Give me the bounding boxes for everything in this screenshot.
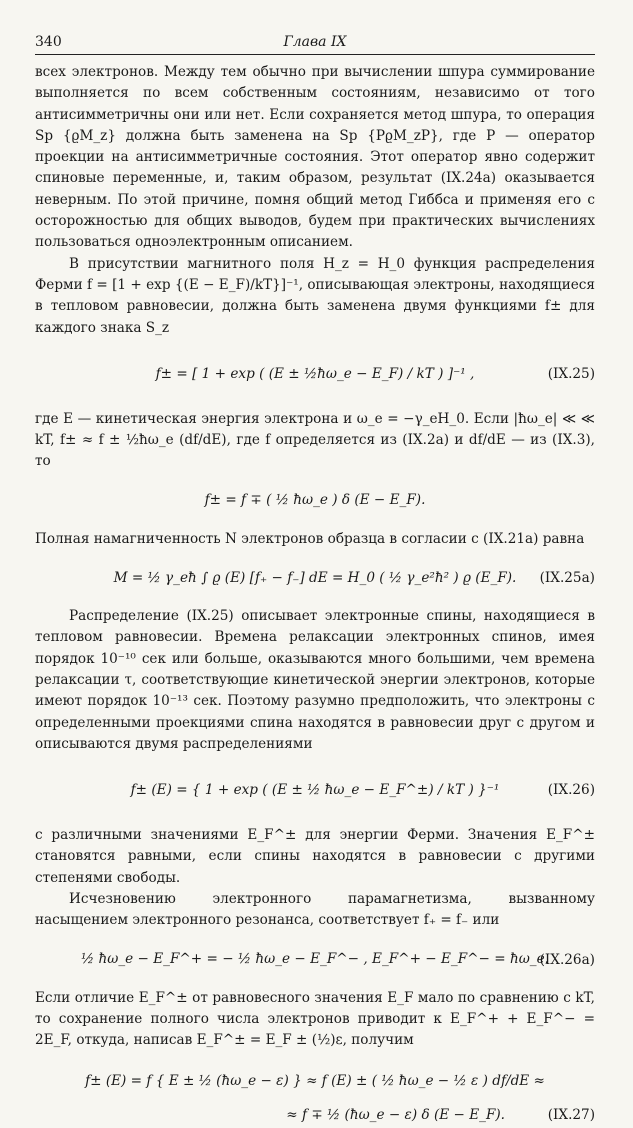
paragraph: Исчезновению электронного парамагнетизма, вызванному насыщением электронного резонанса, соответствует f₊ = f₋ или	[35, 891, 595, 929]
paragraph: Распределение (IX.25) описывает электронные спины, находящиеся в тепловом равновесии. Времена релаксации электронных спинов, имея порядок 10⁻¹⁰ сек или больше, оказываются много большими, чем времена релаксации τ, соответствующие кинетической энергии электронов, которые имеют порядок 10⁻¹³ сек. Поэтому разумно предположить, что электроны с определенными проекциями спина находятся в равновесии друг с другом и описываются двумя распределениями	[35, 608, 595, 752]
paragraph: всех электронов. Между тем обычно при вычислении шпура суммирование выполняется по всем собственным состояниям, независимо от того антисимметричны они или нет. Если сохраняется метод шпура, то операция Sp {ϱM_z} должна быть заменена на Sp {PϱM_zP}, где P — оператор проекции на антисимметричные состояния. Этот оператор явно содержит спиновые переменные, и, таким образом, результат (IX.24a) оказывается неверным. По этой причине, помня общий метод Гиббса и применяя его с осторожностью для общих выводов, будем при практических вычислениях пользоваться одноэлектронным описанием.	[35, 64, 595, 251]
equation-unnumbered	[35, 481, 595, 521]
equation-ix-26	[35, 763, 595, 817]
equation-ix-25	[35, 347, 595, 401]
equation-label: (IX.26)	[547, 782, 595, 799]
paragraph: Полная намагниченность N электронов образца в согласии с (IX.21a) равна	[35, 530, 585, 547]
page-header	[35, 30, 595, 55]
equation-ix-27	[35, 1060, 595, 1128]
equation-expression: ≈ f ∓ ½ (ħω_e − ε) δ (E − E_F).	[286, 1106, 505, 1123]
equation-ix-26a	[35, 940, 595, 980]
chapter-title: Глава IX	[283, 34, 347, 50]
equation-expression: f± = [ 1 + exp ( (E ± ½ħω_e − E_F) / kT ) ]⁻¹ ,	[155, 365, 475, 382]
equation-label: (IX.25)	[547, 365, 595, 382]
equation-label: (IX.25a)	[539, 570, 595, 587]
equation-expression: f± (E) = { 1 + exp ( (E ± ½ ħω_e − E_F^±) / kT ) }⁻¹	[130, 781, 500, 798]
paragraph: В присутствии магнитного поля H_z = H_0 функция распределения Ферми f = [1 + exp {(E − E_F)/kT}]⁻¹, описывающая электроны, находящиеся в тепловом равновесии, должна быть заменена двумя функциями f± для каждого знака S_z	[35, 255, 595, 336]
equation-label: (IX.27)	[547, 1106, 595, 1123]
equation-label: (IX.26a)	[539, 951, 595, 968]
equation-expression: M = ½ γ_eħ ∫ ϱ (E) [f₊ − f₋] dE = H_0 ( ½ γ_e²ħ² ) ϱ (E_F).	[113, 569, 517, 586]
equation-expression: ½ ħω_e − E_F^+ = − ½ ħω_e − E_F^− , E_F^+ − E_F^− = ħω_e.	[81, 951, 549, 968]
page-body	[35, 62, 595, 1128]
equation-expression: f± = f ∓ ( ½ ħω_e ) δ (E − E_F).	[204, 492, 426, 509]
equation-ix-25a	[35, 558, 595, 598]
paragraph: с различными значениями E_F^± для энергии Ферми. Значения E_F^± становятся равными, если спины находятся в равновесии с другими степенями свободы.	[35, 827, 595, 886]
equation-expression: f± (E) = f { E ± ½ (ħω_e − ε) } ≈ f (E) ± ( ½ ħω_e − ½ ε ) df/dE ≈	[85, 1072, 545, 1089]
page-number: 340	[35, 34, 62, 50]
paragraph: где E — кинетическая энергия электрона и ω_e = −γ_eH_0. Если |ħω_e| ≪ ≪ kT, f± ≈ f ± ½ħω_e (df/dE), где f определяется из (IX.2a) и df/dE — из (IX.3), то	[35, 410, 595, 470]
paragraph: Если отличие E_F^± от равновесного значения E_F мало по сравнению с kT, то сохранение полного числа электронов приводит к E_F^+ + E_F^− = 2E_F, откуда, написав E_F^± = E_F ± (½)ε, получим	[35, 989, 595, 1049]
